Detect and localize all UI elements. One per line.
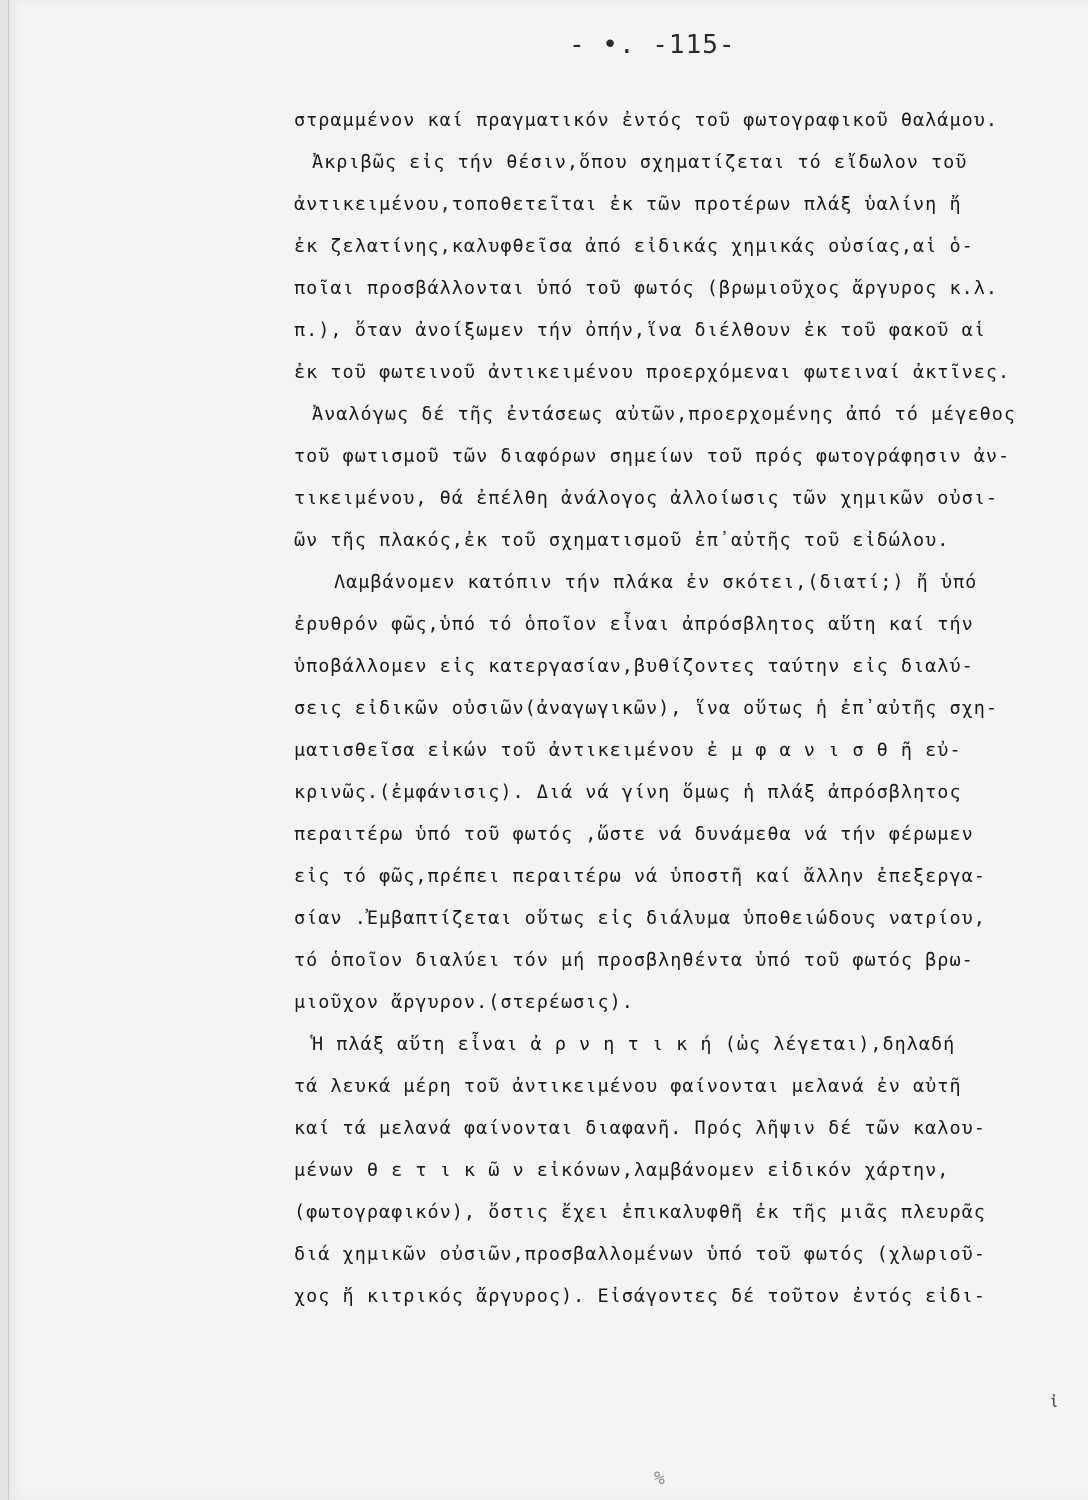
text-line: ματισθεῖσα εἰκών τοῦ ἀντικειμένου ἐ μ φ α ν ι σ θ ῆ εὐ- (294, 740, 962, 761)
text-line: κρινῶς.(ἐμφάνισις). Διά νά γίνη ὅμως ἡ πλάξ ἀπρόσβλητος (294, 782, 962, 803)
document-page (8, 0, 1088, 1500)
text-line: ἐρυθρόν φῶς,ὑπό τό ὁποῖον εἶναι ἀπρόσβλητος αὕτη καί τήν (294, 614, 974, 635)
text-line: Ἀκριβῶς εἰς τήν θέσιν,ὅπου σχηματίζεται τό εἴδωλον τοῦ (312, 152, 968, 173)
text-line: ποῖαι προσβάλλονται ὑπό τοῦ φωτός (βρωμιοῦχος ἄργυρος κ.λ. (294, 278, 999, 299)
text-line: σεις εἰδικῶν οὐσιῶν(ἀναγωγικῶν), ἵνα οὕτως ἡ ἐπ᾽αὐτῆς σχη- (294, 698, 999, 719)
text-line: καί τά μελανά φαίνονται διαφανῆ. Πρός λῆψιν δέ τῶν καλου- (294, 1118, 986, 1139)
text-line: ἐκ ζελατίνης,καλυφθεῖσα ἀπό εἰδικάς χημικάς οὐσίας,αἱ ὁ- (294, 236, 974, 257)
text-line: μένων θ ε τ ι κ ῶ ν εἰκόνων,λαμβάνομεν εἰδικόν χάρτην, (294, 1160, 950, 1181)
text-line: χος ἤ κιτρικός ἄργυρος). Εἰσάγοντες δέ τοῦτον ἐντός εἰδι- (294, 1286, 986, 1307)
text-line: τά λευκά μέρη τοῦ ἀντικειμένου φαίνονται μελανά ἐν αὐτῆ (294, 1076, 962, 1097)
text-line: μιοῦχον ἄργυρον.(στερέωσις). (294, 992, 634, 1013)
text-line: περαιτέρω ὑπό τοῦ φωτός ,ὥστε νά δυνάμεθα νά τήν φέρωμεν (294, 824, 974, 845)
text-line: Λαμβάνομεν κατόπιν τήν πλάκα ἐν σκότει,(διατί;) ἤ ὑπό (334, 572, 978, 593)
text-line: (φωτογραφικόν), ὅστις ἔχει ἐπικαλυφθῆ ἐκ τῆς μιᾶς πλευρᾶς (294, 1202, 986, 1223)
text-line: εἰς τό φῶς,πρέπει περαιτέρω νά ὑποστῆ καί ἄλλην ἐπεξεργα- (294, 866, 986, 887)
text-line: τικειμένου, θά ἐπέλθη ἀνάλογος ἀλλοίωσις τῶν χημικῶν οὐσι- (294, 488, 999, 509)
text-line: σίαν .Ἐμβαπτίζεται οὕτως εἰς διάλυμα ὑποθειώδους νατρίου, (294, 908, 986, 929)
margin-annotation: ἰ (1049, 1392, 1059, 1411)
text-line: ῶν τῆς πλακός,ἐκ τοῦ σχηματισμοῦ ἐπ᾽αὐτῆς τοῦ εἰδώλου. (294, 530, 950, 551)
body-text (294, 100, 1069, 1318)
text-line: τοῦ φωτισμοῦ τῶν διαφόρων σημείων τοῦ πρός φωτογράφησιν ἀν- (294, 446, 1011, 467)
page-number: - •. -115- (569, 30, 736, 60)
text-line: Ἡ πλάξ αὕτη εἶναι ἀ ρ ν η τ ι κ ή (ὡς λέγεται),δηλαδή (312, 1034, 956, 1055)
text-line: ἀντικειμένου,τοποθετεῖται ἐκ τῶν προτέρων πλάξ ὑαλίνη ἤ (294, 194, 962, 215)
text-line: στραμμένον καί πραγματικόν ἐντός τοῦ φωτογραφικοῦ θαλάμου. (294, 110, 999, 131)
text-line: ὑποβάλλομεν εἰς κατεργασίαν,βυθίζοντες ταύτην εἰς διαλύ- (294, 656, 974, 677)
text-line: ἐκ τοῦ φωτεινοῦ ἀντικειμένου προερχόμεναι φωτειναί ἀκτῖνες. (294, 362, 1011, 383)
footer-mark: % (654, 1468, 665, 1489)
text-line: π.), ὅταν ἀνοίξωμεν τήν ὀπήν,ἵνα διέλθουν ἐκ τοῦ φακοῦ αἱ (294, 320, 986, 341)
text-line: διά χημικῶν οὐσιῶν,προσβαλλομένων ὑπό τοῦ φωτός (χλωριοῦ- (294, 1244, 986, 1265)
text-line: τό ὁποῖον διαλύει τόν μή προσβληθέντα ὑπό τοῦ φωτός βρω- (294, 950, 974, 971)
text-line: Ἀναλόγως δέ τῆς ἐντάσεως αὐτῶν,προερχομένης ἀπό τό μέγεθος (312, 404, 1017, 425)
